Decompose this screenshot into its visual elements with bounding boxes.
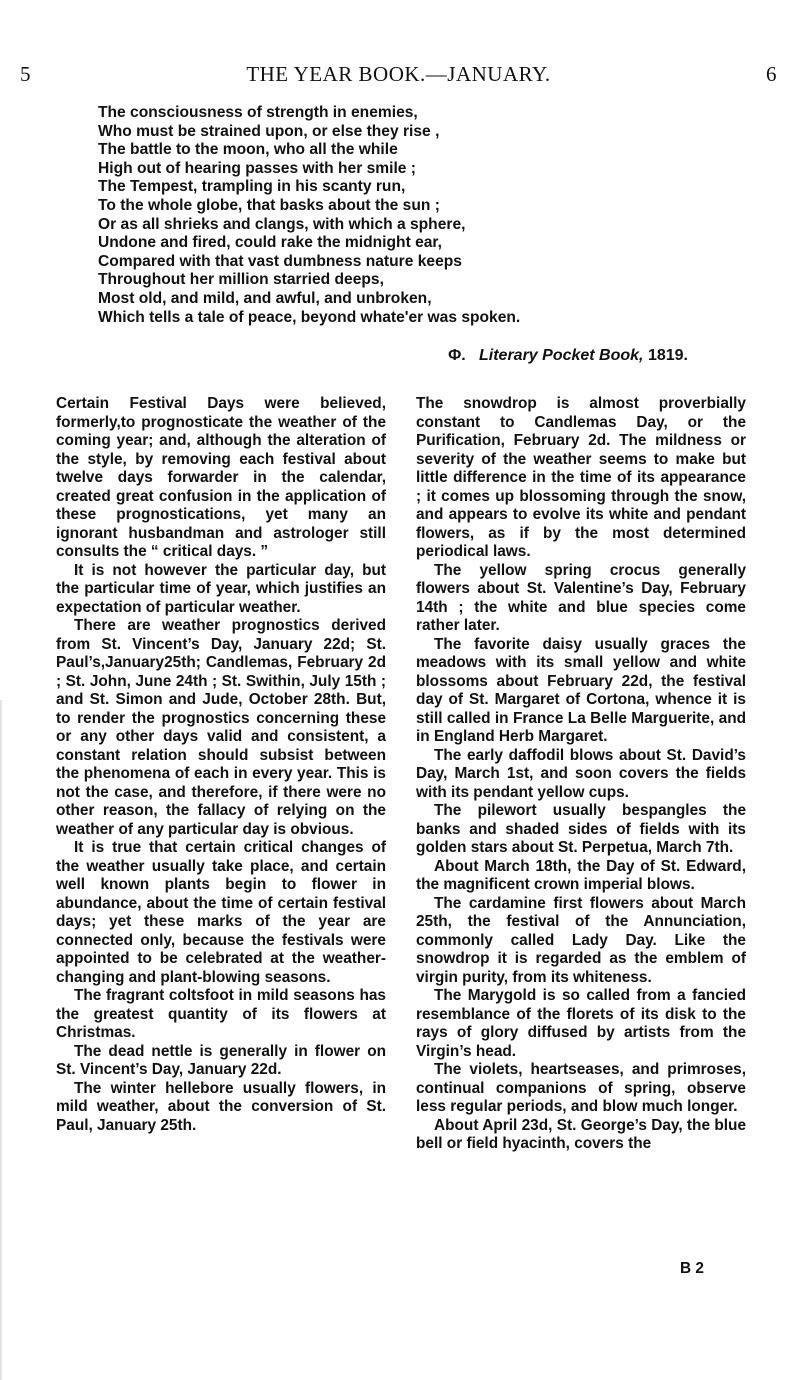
poem-line: To the whole globe, that basks about the sun ; <box>98 196 440 214</box>
paragraph: The snowdrop is almost proverbially constant to Candlemas Day, or the Purification, February 2d. The mildness or severity of the weather seems to make but little difference in the time of its appearance ; it comes up blossoming through the snow, and appears to evolve its white and pendant flowers, as if by the most determined periodical laws. <box>416 395 746 560</box>
paragraph: About April 23d, St. George’s Day, the blue bell or field hyacinth, covers the <box>416 1116 746 1152</box>
poem-line: Throughout her million starried deeps, <box>98 271 384 289</box>
paragraph: The violets, heartseases, and primroses, continual companions of spring, observe less regular periods, and blow much longer. <box>416 1061 746 1115</box>
paragraph: It is true that certain critical changes of the weather usually take place, and certain well known plants begin to flower in abundance, about the time of certain festival days; yet these marks of the year are connected only, because the festivals were appointed to be celebrated at the weather-changing and plant-blowing seasons. <box>56 839 386 986</box>
poem-line: The battle to the moon, who all the while <box>98 141 398 159</box>
paragraph: The pilewort usually bespangles the banks and shaded sides of fields with its golden stars about St. Perpetua, March 7th. <box>416 802 746 856</box>
poem-line: The consciousness of strength in enemies, <box>98 104 418 121</box>
poem <box>98 104 698 327</box>
paragraph: The early daffodil blows about St. David’s Day, March 1st, and soon covers the fields with its pendant yellow cups. <box>416 746 746 801</box>
paragraph: The dead nettle is generally in flower on St. Vincent’s Day, January 22d. <box>56 1042 386 1078</box>
paragraph: The Marygold is so called from a fancied resemblance of the florets of its disk to the rays of glory diffused by artists from the Virgin’s head. <box>416 987 746 1060</box>
poem-line: The Tempest, trampling in his scanty run, <box>98 178 406 196</box>
poem-line: Or as all shrieks and clangs, with which a sphere, <box>98 215 466 233</box>
paragraph: The winter hellebore usually flowers, in mild weather, about the conversion of St. Paul, January 25th. <box>56 1079 386 1134</box>
attribution-source: Literary Pocket Book, <box>479 347 644 364</box>
poem-line: Compared with that vast dumbness nature keeps <box>98 252 462 270</box>
paragraph: Certain Festival Days were believed, formerly,to prognosticate the weather of the coming year; and, although the alteration of the style, by removing each festival about twelve days forwarder in the calendar, created great confusion in the application of these prognostications, yet many an ignorant husbandman and astrologer still consults the “ critical days. ” <box>56 395 386 560</box>
signature-mark: B 2 <box>680 1260 704 1277</box>
page-number-right: 6 <box>766 62 777 86</box>
page-number-left: 5 <box>20 62 31 86</box>
poem-line: Who must be strained upon, or else they rise , <box>98 122 440 140</box>
paragraph: The cardamine first flowers about March 25th, the festival of the Annunciation, commonly called Lady Day. Like the snowdrop it is regarded as the emblem of virgin purity, from its whiteness. <box>416 894 746 986</box>
right-column <box>416 395 746 1154</box>
running-title: THE YEAR BOOK.—JANUARY. <box>246 62 551 86</box>
paragraph: About March 18th, the Day of St. Edward, the magnificent crown imperial blows. <box>416 857 746 893</box>
paragraph: There are weather prognostics derived from St. Vincent’s Day, January 22d; St. Paul’s,January25th; Candlemas, February 2d ; St. John, June 24th ; St. Swithin, July 15th ; and St. Simon and Jude, October 28th. But, to render the prognostics concerning these or any other days valid and consistent, a constant relation should subsist between the phenomena of each in every year. This is not the case, and therefore, if there were no other reason, the fallacy of relying on the weather of any particular day is obvious. <box>56 617 386 838</box>
paragraph: It is not however the particular day, but the particular time of year, which justifies an expectation of particular weather. <box>56 561 386 616</box>
page-header <box>20 62 777 86</box>
paragraph: The favorite daisy usually graces the meadows with its small yellow and white blossoms about February 22d, the festival day of St. Margaret of Cortona, whence it is still called in France La Belle Marguerite, and in England Herb Margaret. <box>416 635 746 745</box>
left-column <box>56 395 386 1135</box>
attribution-symbol: Φ. <box>448 347 466 364</box>
page-edge-shadow <box>0 700 3 1380</box>
paragraph: The yellow spring crocus generally flowers about St. Valentine’s Day, February 14th ; the white and blue species come rather later. <box>416 561 746 634</box>
poem-line: Most old, and mild, and awful, and unbroken, <box>98 289 432 307</box>
poem-line: Undone and fired, could rake the midnight ear, <box>98 234 442 252</box>
poem-line: Which tells a tale of peace, beyond whate'er was spoken. <box>98 308 521 326</box>
poem-attribution <box>98 347 688 365</box>
attribution-year: 1819. <box>647 347 688 364</box>
poem-line: High out of hearing passes with her smile ; <box>98 159 416 177</box>
paragraph: The fragrant coltsfoot in mild seasons has the greatest quantity of its flowers at Christmas. <box>56 987 386 1041</box>
